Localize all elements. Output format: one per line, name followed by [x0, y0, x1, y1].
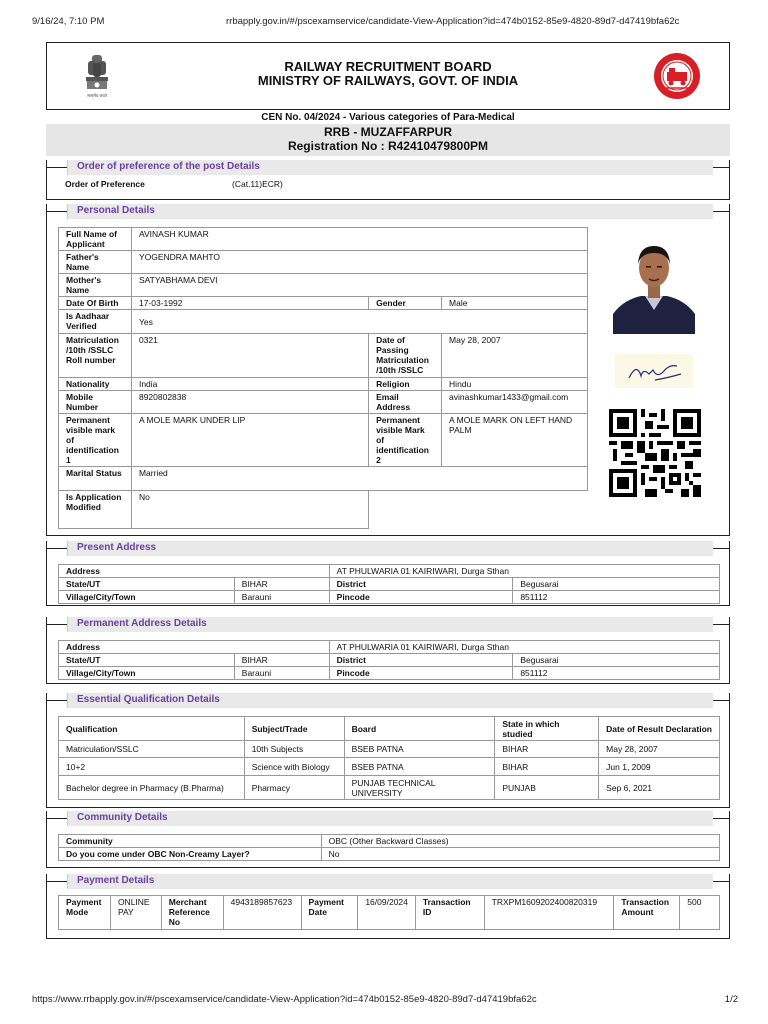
emblem-motto: सत्यमेव जयते [87, 93, 107, 98]
board-cell: BSEB PATNA [344, 758, 495, 776]
matric-date-label: Date of Passing Matriculation /10th /SSLC [369, 334, 442, 378]
print-datetime: 9/16/24, 7:10 PM [32, 16, 105, 27]
result-date-cell: Jun 1, 2009 [599, 758, 720, 776]
aadhaar-value: Yes [131, 310, 587, 334]
section-title: Permanent Address Details [77, 618, 207, 629]
father-name-label: Father's Name [59, 251, 132, 274]
permanent-address-section [46, 617, 730, 684]
subject-cell: Science with Biology [244, 758, 344, 776]
district-label: District [329, 654, 513, 667]
section-title: Present Address [77, 542, 157, 553]
payment-mode-value: ONLINE PAY [110, 896, 161, 930]
community-label: Community [59, 835, 322, 848]
payment-date-value: 16/09/2024 [358, 896, 416, 930]
marital-value: Married [131, 467, 587, 491]
modified-label: Is Application Modified [59, 491, 132, 529]
gender-value: Male [442, 297, 588, 310]
address-label: Address [59, 565, 330, 578]
result-date-cell: May 28, 2007 [599, 741, 720, 758]
transaction-amount-label: Transaction Amount [614, 896, 680, 930]
community-table [58, 834, 720, 861]
email-value: avinashkumar1433@gmail.com [442, 391, 588, 414]
email-label: Email Address [369, 391, 442, 414]
payment-date-label: Payment Date [301, 896, 358, 930]
page-number: 1/2 [724, 994, 738, 1005]
org-subtitle: MINISTRY OF RAILWAYS, GOVT. OF INDIA [257, 73, 519, 88]
payment-table [58, 895, 720, 930]
permanent-address-table [58, 640, 720, 680]
preference-value: (Cat.11)ECR) [232, 179, 283, 189]
table-row [59, 758, 720, 776]
qualification-cell: Bachelor degree in Pharmacy (B.Pharma) [59, 776, 245, 800]
col-header-board: Board [344, 717, 495, 741]
col-header-result-date: Date of Result Declaration [599, 717, 720, 741]
full-name-value: AVINASH KUMAR [131, 228, 587, 251]
board-cell: BSEB PATNA [344, 741, 495, 758]
district-value: Begusarai [513, 654, 720, 667]
table-row [59, 741, 720, 758]
nationality-value: India [131, 378, 368, 391]
merchant-ref-label: Merchant Reference No [161, 896, 223, 930]
subject-cell: Pharmacy [244, 776, 344, 800]
village-value: Barauni [234, 591, 329, 604]
payment-mode-label: Payment Mode [59, 896, 111, 930]
present-address-section [46, 541, 730, 606]
section-title: Payment Details [77, 875, 155, 886]
mother-name-value: SATYABHAMA DEVI [131, 274, 587, 297]
board-cell: PUNJAB TECHNICAL UNIVERSITY [344, 776, 495, 800]
applicant-signature [615, 354, 693, 388]
qualification-cell: 10+2 [59, 758, 245, 776]
registration-number: Registration No : R42410479800PM [287, 139, 489, 153]
rrb-band [46, 124, 730, 156]
qualification-cell: Matriculation/SSLC [59, 741, 245, 758]
district-label: District [329, 578, 513, 591]
state-cell: BIHAR [495, 758, 599, 776]
religion-label: Religion [369, 378, 442, 391]
dob-label: Date Of Birth [59, 297, 132, 310]
pincode-label: Pincode [329, 591, 513, 604]
father-name-value: YOGENDRA MAHTO [131, 251, 587, 274]
community-section [46, 811, 730, 868]
mark1-label: Permanent visible mark of identification 1 [59, 414, 132, 467]
nationality-label: Nationality [59, 378, 132, 391]
present-address-table [58, 564, 720, 604]
state-label: State/UT [59, 654, 235, 667]
village-label: Village/City/Town [59, 591, 235, 604]
railways-logo-icon [653, 52, 701, 100]
village-label: Village/City/Town [59, 667, 235, 680]
pincode-value: 851112 [513, 667, 720, 680]
col-header-qualification: Qualification [59, 717, 245, 741]
qr-code-icon [609, 409, 701, 497]
mark2-label: Permanent visible Mark of identification 2 [369, 414, 442, 467]
preference-label: Order of Preference [65, 179, 145, 189]
pincode-label: Pincode [329, 667, 513, 680]
section-title: Personal Details [77, 205, 155, 216]
section-title: Order of preference of the post Details [77, 161, 260, 172]
print-footer-url: https://www.rrbapply.gov.in/#/pscexamservice/candidate-View-Application?id=474b0152-85e9-4820-89d7-d47419bfa62c [32, 994, 537, 1005]
print-header [32, 16, 716, 28]
applicant-photo [613, 234, 695, 334]
qualification-table [58, 716, 720, 800]
village-value: Barauni [234, 667, 329, 680]
mobile-label: Mobile Number [59, 391, 132, 414]
state-value: BIHAR [234, 654, 329, 667]
state-cell: BIHAR [495, 741, 599, 758]
aadhaar-label: Is Aadhaar Verified [59, 310, 132, 334]
modified-value: No [131, 491, 368, 529]
matric-date-value: May 28, 2007 [442, 334, 588, 378]
mobile-value: 8920802838 [131, 391, 368, 414]
district-value: Begusarai [513, 578, 720, 591]
org-header [46, 42, 730, 110]
subject-cell: 10th Subjects [244, 741, 344, 758]
religion-value: Hindu [442, 378, 588, 391]
state-cell: PUNJAB [495, 776, 599, 800]
org-title: RAILWAY RECRUITMENT BOARD [284, 59, 492, 74]
full-name-label: Full Name of Applicant [59, 228, 132, 251]
matric-roll-label: Matriculation /10th /SSLC Roll number [59, 334, 132, 378]
mark2-value: A MOLE MARK ON LEFT HAND PALM [442, 414, 588, 467]
community-value: OBC (Other Backward Classes) [321, 835, 719, 848]
section-title: Essential Qualification Details [77, 694, 220, 705]
address-label: Address [59, 641, 330, 654]
section-title: Community Details [77, 812, 168, 823]
personal-table [58, 227, 588, 529]
cen-number: CEN No. 04/2024 - Various categories of Para-Medical [261, 112, 515, 123]
personal-section [46, 204, 730, 536]
marital-label: Marital Status [59, 467, 132, 491]
pincode-value: 851112 [513, 591, 720, 604]
non-creamy-label: Do you come under OBC Non-Creamy Layer? [59, 848, 322, 861]
non-creamy-value: No [321, 848, 719, 861]
mark1-value: A MOLE MARK UNDER LIP [131, 414, 368, 467]
result-date-cell: Sep 6, 2021 [599, 776, 720, 800]
gender-label: Gender [369, 297, 442, 310]
mother-name-label: Mother's Name [59, 274, 132, 297]
merchant-ref-value: 4943189857623 [223, 896, 301, 930]
print-url: rrbapply.gov.in/#/pscexamservice/candidate-View-Application?id=474b0152-85e9-4820-89d7-d47419bfa62c [226, 16, 680, 27]
preference-section [46, 160, 730, 200]
dob-value: 17-03-1992 [131, 297, 368, 310]
state-value: BIHAR [234, 578, 329, 591]
print-footer [32, 994, 738, 1006]
state-label: State/UT [59, 578, 235, 591]
table-row [59, 776, 720, 800]
col-header-state: State in which studied [495, 717, 599, 741]
matric-roll-value: 0321 [131, 334, 368, 378]
transaction-id-label: Transaction ID [415, 896, 484, 930]
rrb-name: RRB - MUZAFFARPUR [324, 125, 452, 139]
payment-section [46, 874, 730, 939]
address-value: AT PHULWARIA 01 KAIRIWARI, Durga Sthan [329, 641, 719, 654]
address-value: AT PHULWARIA 01 KAIRIWARI, Durga Sthan [329, 565, 719, 578]
qualification-section [46, 693, 730, 808]
transaction-id-value: TRXPM1609202400820319 [484, 896, 614, 930]
transaction-amount-value: 500 [680, 896, 720, 930]
col-header-subject: Subject/Trade [244, 717, 344, 741]
